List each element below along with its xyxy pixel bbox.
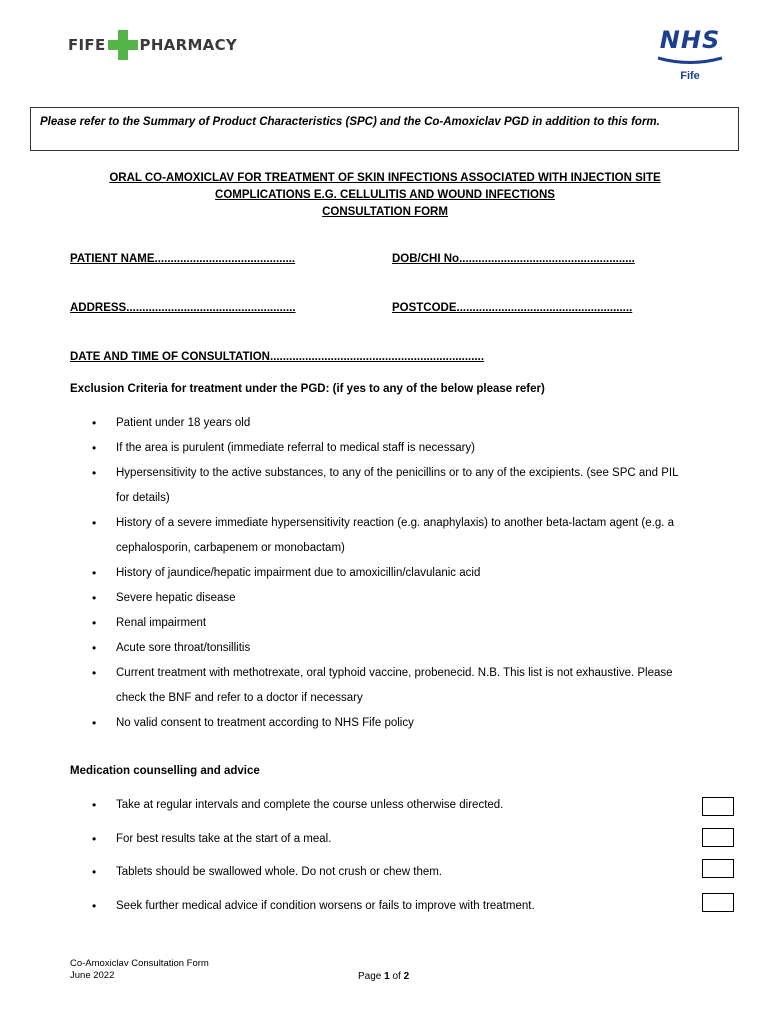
page-total: 2 — [403, 971, 410, 982]
nhs-logo-sub: Fife — [680, 70, 700, 82]
nhs-swoosh-icon — [656, 55, 724, 65]
list-item: • If the area is purulent (immediate referral to medical staff is necessary) — [70, 436, 690, 461]
logo-word-pharmacy: PHARMACY — [139, 36, 238, 54]
list-item: • Seek further medical advice if condition worsens or fails to improve with treatment. — [70, 894, 650, 928]
counselling-checkbox-4[interactable] — [702, 893, 734, 912]
exclusion-heading: Exclusion Criteria for treatment under the PGD: (if yes to any of the below please refer) — [70, 383, 545, 395]
nhs-fife-logo — [650, 28, 730, 82]
footer-date: June 2022 — [70, 970, 115, 981]
title-line-3: CONSULTATION FORM — [322, 206, 448, 218]
footer-form-name: Co-Amoxiclav Consultation Form — [70, 958, 209, 969]
footer-form-info — [70, 958, 209, 982]
counselling-heading: Medication counselling and advice — [70, 765, 260, 777]
list-item: • Acute sore throat/tonsillitis — [70, 636, 690, 661]
list-item: • Hypersensitivity to the active substances, to any of the penicillins or to any of the excipients. (see SPC and PIL for details) — [70, 461, 690, 511]
fife-pharmacy-logo — [68, 30, 237, 60]
counselling-checkbox-1[interactable] — [702, 797, 734, 816]
page-of: of — [392, 971, 401, 982]
list-item: • Current treatment with methotrexate, oral typhoid vaccine, probenecid. N.B. This list is not exhaustive. Please check the BNF and refer to a doctor if necessary — [70, 661, 690, 711]
dob-chi-field[interactable]: DOB/CHI No....................................................... — [392, 253, 635, 265]
list-item: • No valid consent to treatment according to NHS Fife policy — [70, 711, 690, 736]
address-field[interactable]: ADDRESS..................................................... — [70, 302, 296, 314]
pharmacy-cross-icon — [108, 30, 138, 60]
list-item: • History of a severe immediate hypersensitivity reaction (e.g. anaphylaxis) to another beta-lactam agent (e.g. a cephalosporin, carbapenem or monobactam) — [70, 511, 690, 561]
list-item: • Tablets should be swallowed whole. Do not crush or chew them. — [70, 860, 650, 894]
logo-word-fife: FIFE — [68, 36, 106, 54]
exclusion-list — [70, 411, 690, 736]
counselling-checkbox-3[interactable] — [702, 859, 734, 878]
title-line-2: COMPLICATIONS E.G. CELLULITIS AND WOUND INFECTIONS — [215, 189, 555, 201]
patient-name-field[interactable]: PATIENT NAME............................................ — [70, 253, 296, 265]
title-line-1: ORAL CO-AMOXICLAV FOR TREATMENT OF SKIN INFECTIONS ASSOCIATED WITH INJECTION SITE — [109, 172, 661, 184]
list-item: • For best results take at the start of a meal. — [70, 827, 650, 861]
page-number — [358, 971, 409, 982]
list-item: • Renal impairment — [70, 611, 690, 636]
list-item: • Take at regular intervals and complete the course unless otherwise directed. — [70, 793, 650, 827]
counselling-checkbox-2[interactable] — [702, 828, 734, 847]
list-item: • Severe hepatic disease — [70, 586, 690, 611]
list-item: • Patient under 18 years old — [70, 411, 690, 436]
postcode-field[interactable]: POSTCODE....................................................... — [392, 302, 633, 314]
page-current: 1 — [384, 971, 390, 982]
form-title — [70, 170, 700, 221]
counselling-list — [70, 793, 650, 927]
list-item: • History of jaundice/hepatic impairment due to amoxicillin/clavulanic acid — [70, 561, 690, 586]
page-word: Page — [358, 971, 382, 982]
nhs-logo-text: NHS — [659, 26, 721, 54]
spc-notice-box: Please refer to the Summary of Product Characteristics (SPC) and the Co-Amoxiclav PGD in addition to this form. — [30, 107, 739, 151]
consultation-datetime-field[interactable]: DATE AND TIME OF CONSULTATION................................................................... — [70, 351, 485, 363]
